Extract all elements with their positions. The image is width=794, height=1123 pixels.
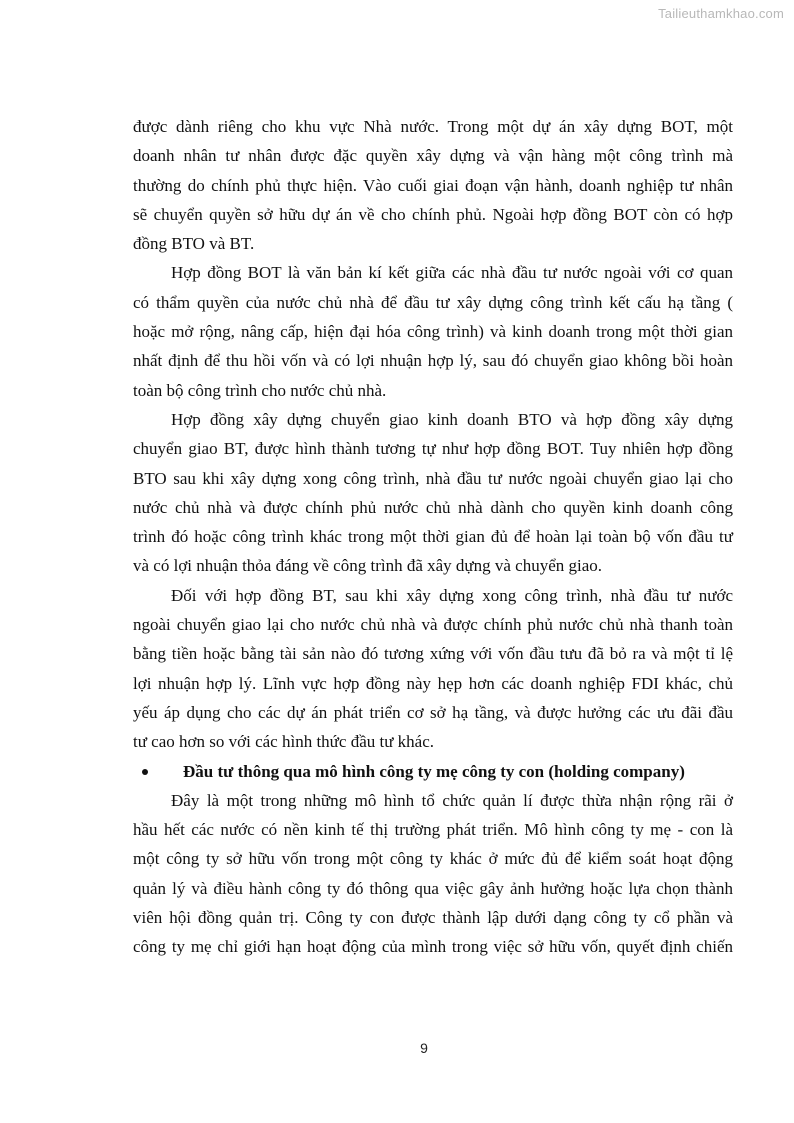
text-line: trình đó hoặc công trình khác trong một thời gian đủ để hoàn lại toàn bộ vốn đầu tư [133, 527, 733, 547]
text-line: công ty mẹ chỉ giới hạn hoạt động của mình trong việc sở hữu vốn, quyết định chiến [133, 937, 733, 957]
text-line: yếu áp dụng cho các dự án phát triển cơ sở hạ tầng, và được hưởng các ưu đãi đầu [133, 702, 733, 722]
text-line: và có lợi nhuận thỏa đáng về công trình đã xây dựng và chuyển giao. [133, 556, 603, 576]
bullet-icon [142, 769, 148, 775]
page-number: 9 [420, 1040, 428, 1056]
text-line: toàn bộ công trình cho nước chủ nhà. [133, 380, 387, 400]
text-line: BTO sau khi xây dựng xong công trình, nhà đầu tư nước ngoài chuyển giao lại cho [133, 468, 733, 488]
text-line: doanh nhân tư nhân được đặc quyền xây dựng và vận hàng một công trình mà [133, 146, 733, 166]
text-line: quản lý và điều hành công ty đó thông qua việc gây ảnh hưởng hoặc lựa chọn thành [133, 878, 733, 898]
text-line: thường do chính phủ thực hiện. Vào cuối giai đoạn vận hành, doanh nghiệp tư nhân [133, 175, 733, 195]
text-line: có thẩm quyền của nước chủ nhà để đầu tư xây dựng công trình kết cấu hạ tầng ( [133, 292, 733, 312]
text-line: được dành riêng cho khu vực Nhà nước. Trong một dự án xây dựng BOT, một [133, 117, 733, 136]
paragraph-holding-company [133, 786, 733, 962]
bullet-heading [133, 757, 733, 786]
text-line: Đối với hợp đồng BT, sau khi xây dựng xong công trình, nhà đầu tư nước [171, 585, 733, 605]
text-line: đồng BTO và BT. [133, 234, 255, 254]
text-line: Đây là một trong những mô hình tổ chức quản lí được thừa nhận rộng rãi ở [171, 790, 733, 810]
text-line: nước chủ nhà và được chính phủ nước chủ nhà dành cho quyền kinh doanh công [133, 497, 733, 517]
paragraph-bot-intro [133, 112, 733, 258]
paragraph-bt-contract [133, 581, 733, 757]
paragraph-bot-definition [133, 258, 733, 404]
text-line: một công ty sở hữu vốn trong một công ty khác ở mức đủ để kiểm soát hoạt động [133, 849, 733, 869]
watermark: Tailieuthamkhao.com [658, 6, 784, 21]
text-line: Hợp đồng xây dựng chuyển giao kinh doanh BTO và hợp đồng xây dựng [171, 409, 733, 429]
text-line: sẽ chuyển quyền sở hữu dự án về cho chính phủ. Ngoài hợp đồng BOT còn có hợp [133, 204, 733, 224]
text-line: nhất định để thu hồi vốn và có lợi nhuận hợp lý, sau đó chuyển giao không bồi hoàn [133, 351, 733, 371]
text-line: Hợp đồng BOT là văn bản kí kết giữa các nhà đầu tư nước ngoài với cơ quan [171, 263, 733, 283]
text-line: ngoài chuyển giao lại cho nước chủ nhà và được chính phủ nước chủ nhà thanh toàn [133, 615, 733, 635]
text-line: hầu hết các nước có nền kinh tế thị trường phát triển. Mô hình công ty mẹ - con là [133, 820, 733, 840]
text-line: hoặc mở rộng, nâng cấp, hiện đại hóa công trình) và kinh doanh trong một thời gian [133, 322, 733, 342]
text-line: chuyển giao BT, được hình thành tương tự như hợp đồng BOT. Tuy nhiên hợp đồng [133, 439, 733, 459]
document-page-body [133, 112, 733, 962]
text-line: bằng tiền hoặc bằng tài sản nào đó tương xứng với vốn đầu tưu đã bỏ ra và một tỉ lệ [133, 644, 733, 664]
bullet-heading-text: Đầu tư thông qua mô hình công ty mẹ công ty con (holding company) [183, 761, 685, 781]
text-line: tư cao hơn so với các hình thức đầu tư khác. [133, 732, 435, 752]
text-line: viên hội đồng quản trị. Công ty con được thành lập dưới dạng công ty cổ phần và [133, 908, 733, 928]
paragraph-bto-bt [133, 405, 733, 581]
text-line: lợi nhuận hợp lý. Lĩnh vực hợp đồng này hẹp hơn các doanh nghiệp FDI khác, chủ [133, 673, 733, 693]
